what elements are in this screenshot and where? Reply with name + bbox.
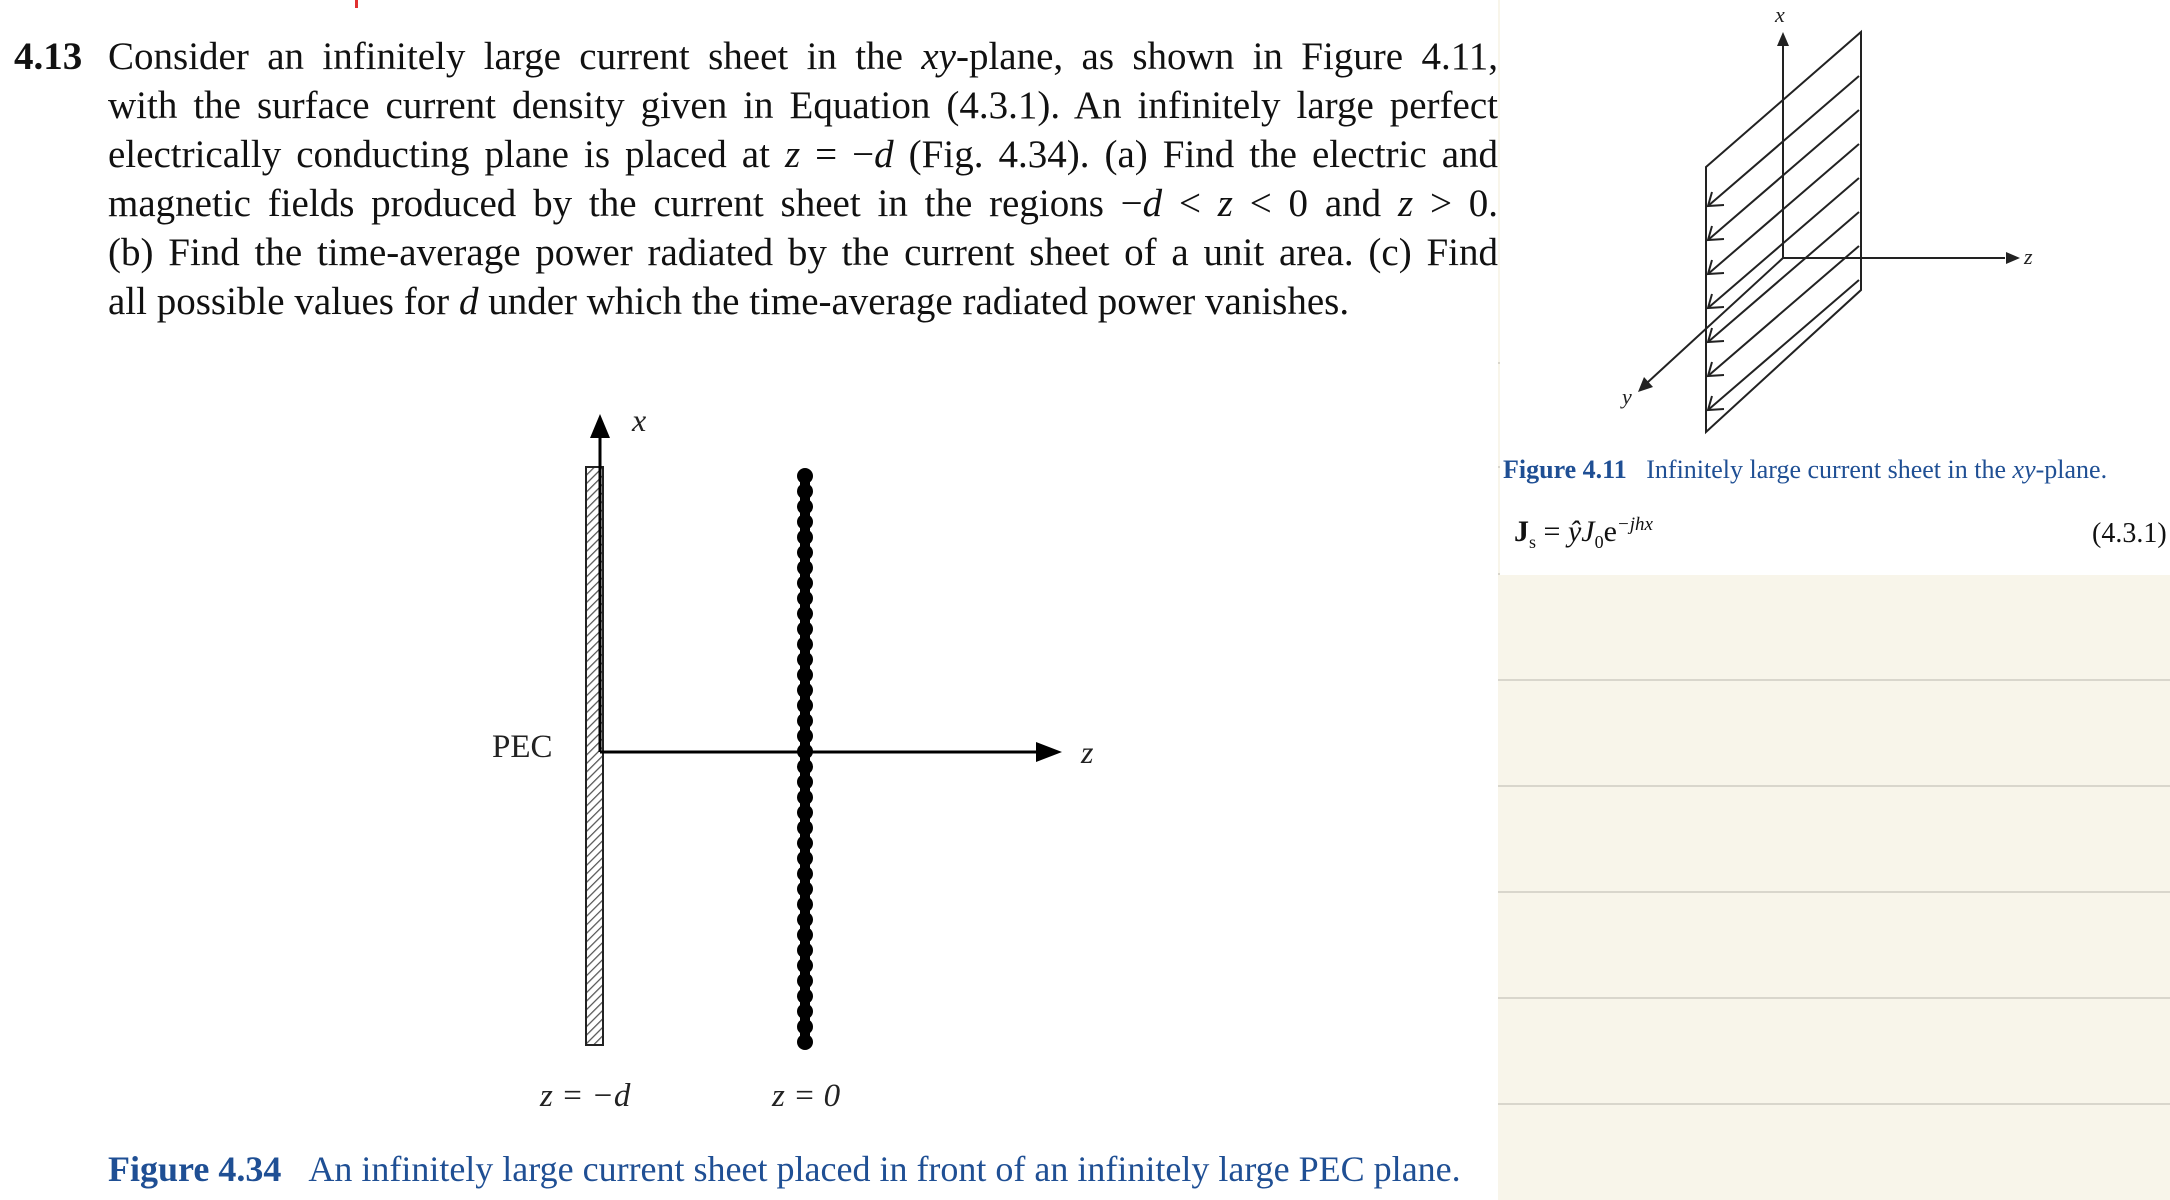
equation-number: (4.3.1) (2092, 518, 2167, 549)
sheet-position-label: z = 0 (772, 1078, 841, 1114)
problem-line: all possible values for d under which the time-average radiated power vanishes. (108, 280, 1350, 323)
fig411-x-arrowhead (1777, 32, 1789, 46)
fig411-x-label: x (1775, 2, 1785, 27)
caption-number: Figure 4.34 (108, 1149, 282, 1189)
caption-text: An infinitely large current sheet placed in front of an infinitely large PEC plane. (308, 1149, 1461, 1189)
problem-line: magnetic fields produced by the current sheet in the regions −d < z < 0 and z > 0. (108, 182, 1498, 225)
fig434-z-label: z (1081, 734, 1094, 770)
problem-line: Consider an infinitely large current sheet in the xy-plane, as shown in Figure 4.11, (108, 35, 1499, 78)
problem-line: electrically conducting plane is placed at z = −d (Fig. 4.34). (a) Find the electric and (108, 133, 1499, 176)
caption-number: Figure 4.11 (1503, 455, 1627, 484)
problem-number: 4.13 (14, 35, 83, 78)
fig411-z-arrowhead (2006, 252, 2020, 264)
pec-position-label: z = −d (540, 1078, 631, 1114)
equation-4-3-1: $J_s$ = $ŷJ_0e^{-jhx}$ (1514, 514, 1653, 552)
problem-line: (b) Find the time-average power radiated by the current sheet of a unit area. (c) Find (108, 231, 1498, 274)
figure-4-11-caption: Figure 4.11 Infinitely large current sheet in the xy-plane. (1503, 455, 2108, 484)
problem-line: with the surface current density given in Equation (4.3.1). An infinitely large perfect (108, 84, 1498, 127)
current-line (1708, 280, 1859, 410)
fig411-z-label: z (2024, 244, 2033, 269)
fig411-y-label: y (1622, 384, 1632, 409)
fig434-x-label: x (632, 402, 647, 438)
current-line (1708, 246, 1859, 376)
pec-label: PEC (492, 729, 553, 765)
